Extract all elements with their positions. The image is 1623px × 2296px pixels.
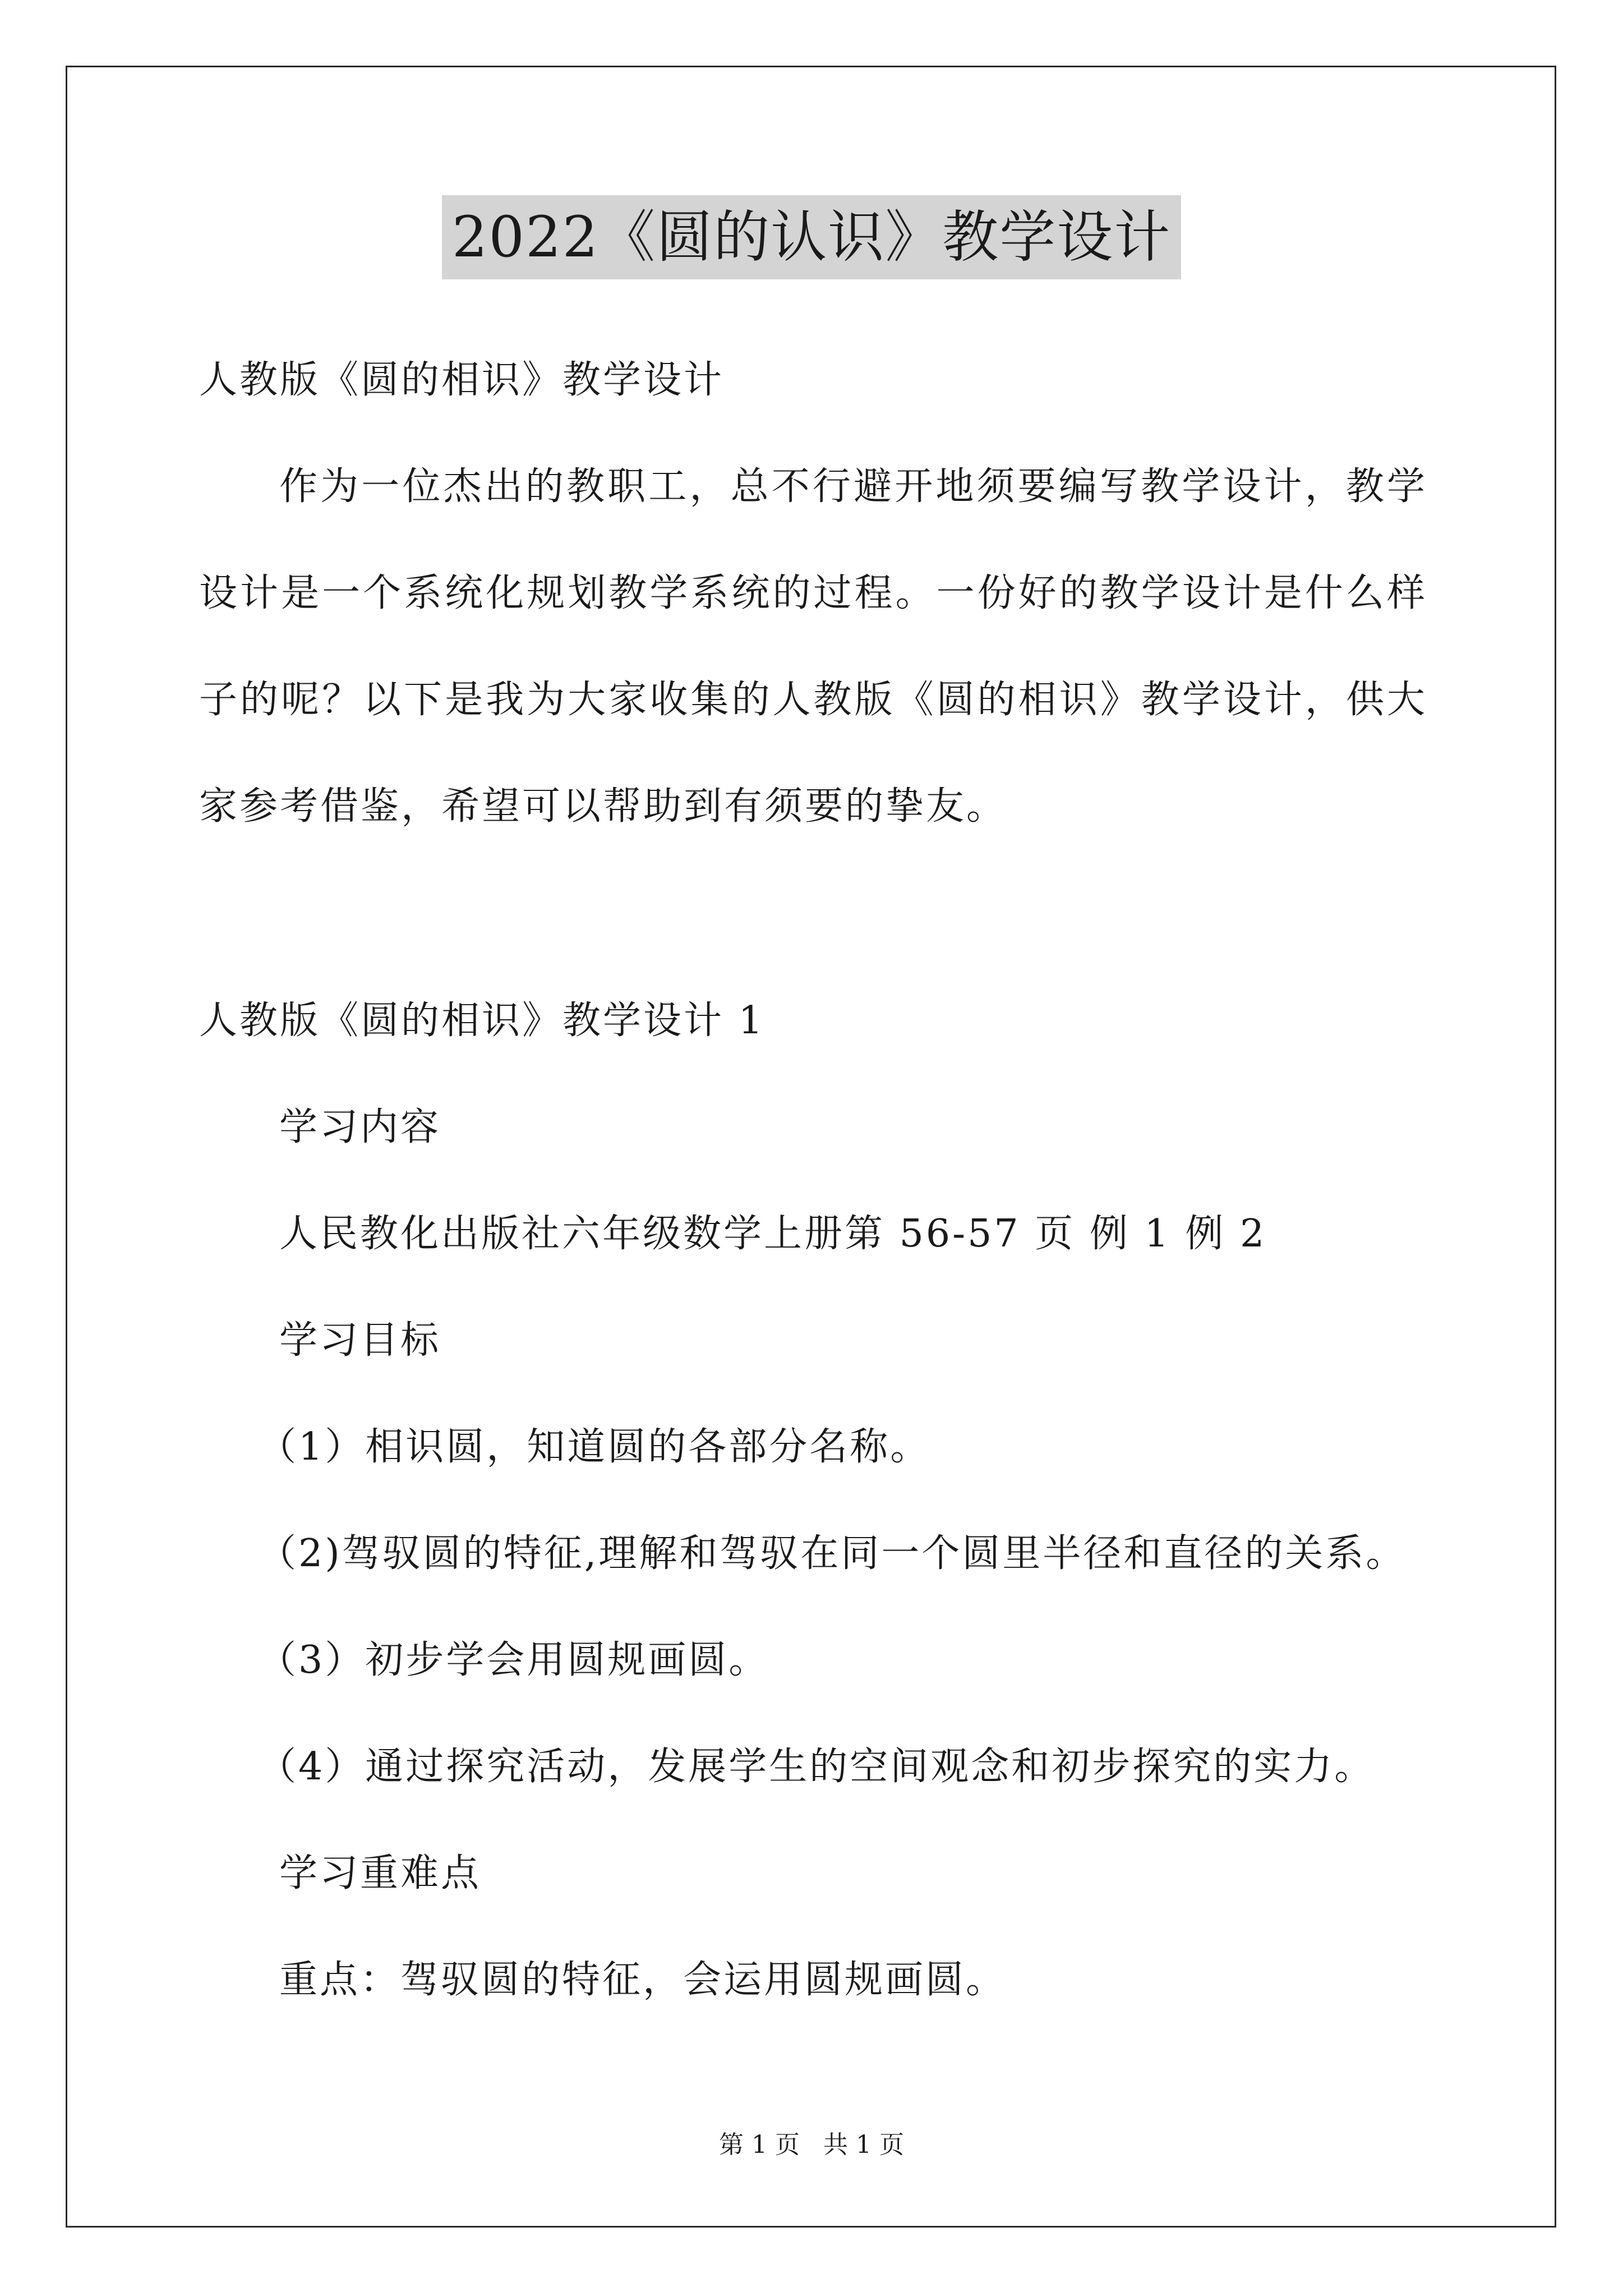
page-footer — [0, 2128, 1623, 2162]
goal-item-3: （3）初步学会用圆规画圆。 — [258, 1638, 769, 1682]
document-subtitle: 人教版《圆的相识》教学设计 — [199, 358, 725, 402]
goal-item-1: （1）相识圆，知道圆的各部分名称。 — [258, 1425, 931, 1469]
content-text: 人民教化出版社六年级数学上册第 56-57 页 例 1 例 2 — [279, 1212, 1267, 1256]
intro-line-4: 家参考借鉴，希望可以帮助到有须要的挚友。 — [199, 784, 1007, 829]
goals-heading: 学习目标 — [279, 1318, 441, 1363]
intro-line-1: 作为一位杰出的教职工，总不行避开地须要编写教学设计，教学 — [279, 464, 1427, 509]
page-current: 第 1 页 — [719, 2131, 800, 2159]
key-point: 重点：驾驭圆的特征，会运用圆规画圆。 — [279, 1958, 1007, 2002]
section-heading: 人教版《圆的相识》教学设计 1 — [199, 999, 765, 1043]
goal-item-2: （2)驾驭圆的特征,理解和驾驭在同一个圆里半径和直径的关系。 — [258, 1531, 1407, 1576]
page-total: 共 1 页 — [823, 2131, 904, 2159]
title-area — [0, 195, 1623, 279]
intro-line-3: 子的呢？以下是我为大家收集的人教版《圆的相识》教学设计，供大 — [199, 678, 1427, 722]
intro-line-2: 设计是一个系统化规划教学系统的过程。一份好的教学设计是什么样 — [199, 571, 1427, 615]
goal-item-4: （4）通过探究活动，发展学生的空间观念和初步探究的实力。 — [258, 1745, 1375, 1789]
difficulty-heading: 学习重难点 — [279, 1851, 482, 1895]
content-heading: 学习内容 — [279, 1105, 441, 1149]
document-title: 2022《圆的认识》教学设计 — [442, 195, 1182, 279]
